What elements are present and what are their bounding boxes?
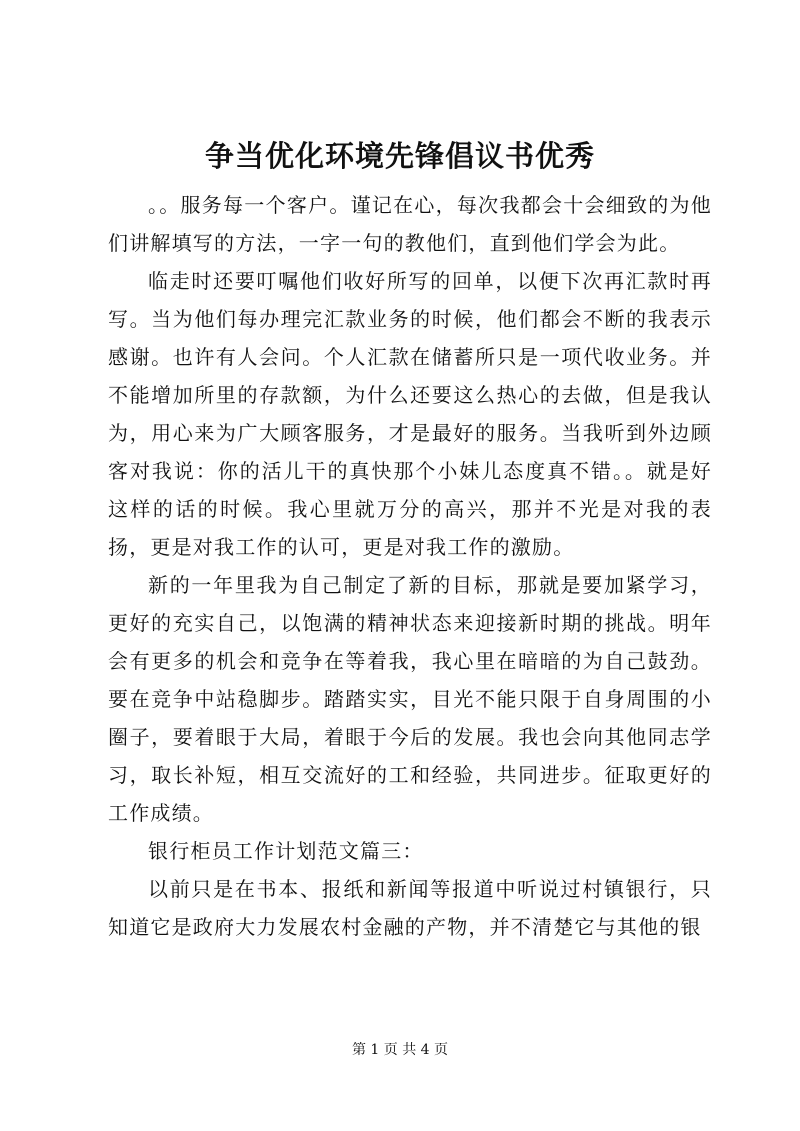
section-heading: 银行柜员工作计划范文篇三：: [148, 839, 424, 863]
document-title: 争当优化环境先锋倡议书优秀: [204, 139, 595, 173]
paragraph-2: 临走时还要叮嘱他们收好所写的回单，以便下次再汇款时再写。当为他们每办理完汇款业务的时候，他们都会不断的我表示感谢。也许有人会问。个人汇款在储蓄所只是一项代收业务。并不能增加所里的存款额，为什么还要这么热心的去做，但是我认为，用心来为广大顾客服务，才是最好的服务。当我听到外边顾客对我说：你的活儿干的真快那个小妹儿态度真不错。。就是好这样的话的时候。我心里就万分的高兴，那并不光是对我的表扬，更是对我工作的认可，更是对我工作的激励。: [108, 269, 712, 559]
document-body: [108, 186, 712, 946]
paragraph-1: 。。服务每一个客户。谨记在心，每次我都会十会细致的为他们讲解填写的方法，一字一句的教他们，直到他们学会为此。: [108, 193, 712, 255]
paragraph-3: 新的一年里我为自己制定了新的目标，那就是要加紧学习，更好的充实自己，以饱满的精神状态来迎接新时期的挑战。明年会有更多的机会和竞争在等着我，我心里在暗暗的为自己鼓劲。要在竞争中站稳脚步。踏踏实实，目光不能只限于自身周围的小圈子，要着眼于大局，着眼于今后的发展。我也会向其他同志学习，取长补短，相互交流好的工和经验，共同进步。征取更好的工作成绩。: [108, 573, 712, 825]
paragraph-4: 以前只是在书本、报纸和新闻等报道中听说过村镇银行，只知道它是政府大力发展农村金融的产物，并不清楚它与其他的银: [108, 877, 712, 939]
page-footer: 第 1 页 共 4 页: [351, 1042, 449, 1058]
